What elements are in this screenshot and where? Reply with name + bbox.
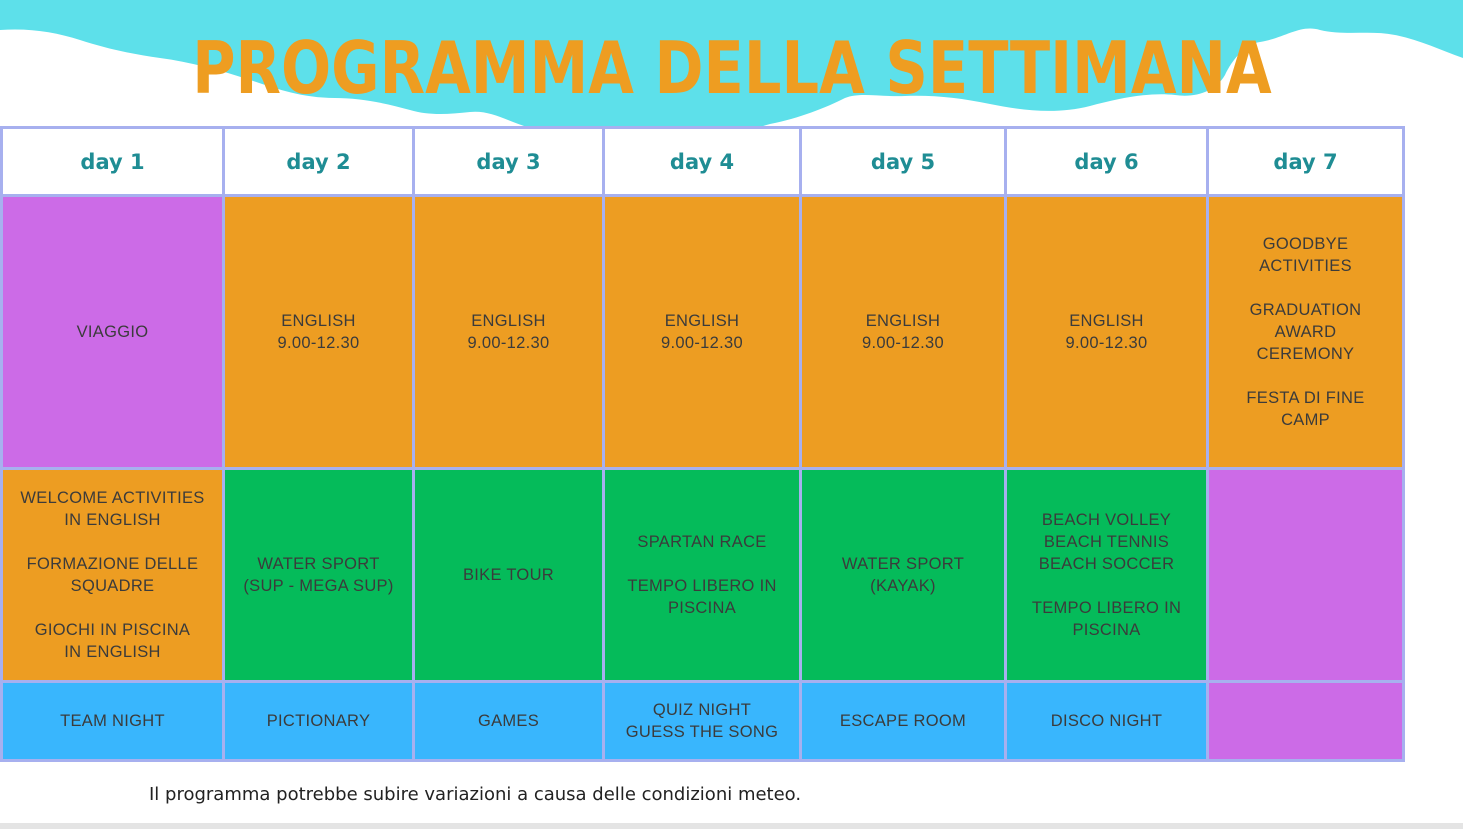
day-header-7: day 7 [1208, 128, 1404, 196]
cell-text: GAMES [477, 712, 540, 730]
cell-text: ENGLISH 9.00-12.30 [661, 312, 743, 352]
schedule-cell [414, 196, 604, 469]
schedule-cell [1208, 469, 1404, 682]
cell-text: WELCOME ACTIVITIES IN ENGLISH FORMAZIONE DELLE SQUADRE GIOCHI IN PISCINA IN ENGLISH [20, 489, 205, 661]
day-header-4: day 4 [604, 128, 801, 196]
schedule-cell [801, 682, 1006, 761]
schedule-header-row [2, 128, 1404, 196]
cell-text: DISCO NIGHT [1050, 712, 1163, 730]
cell-text: QUIZ NIGHT GUESS THE SONG [625, 701, 779, 741]
afternoon-row [2, 469, 1404, 682]
cell-text: GOODBYE ACTIVITIES GRADUATION AWARD CEREMONY FESTA DI FINE CAMP [1246, 235, 1365, 429]
morning-row [2, 196, 1404, 469]
cell-text: ESCAPE ROOM [839, 712, 967, 730]
schedule-cell [414, 682, 604, 761]
schedule-cell [801, 469, 1006, 682]
schedule-cell [604, 682, 801, 761]
schedule-cell [2, 196, 224, 469]
schedule-cell [1208, 196, 1404, 469]
schedule-cell [224, 196, 414, 469]
schedule-cell [1006, 682, 1208, 761]
schedule-cell [1006, 196, 1208, 469]
day-header-3: day 3 [414, 128, 604, 196]
day-header-5: day 5 [801, 128, 1006, 196]
schedule-cell [801, 196, 1006, 469]
schedule-cell [604, 469, 801, 682]
cell-text: ENGLISH 9.00-12.30 [277, 312, 360, 352]
day-header-2: day 2 [224, 128, 414, 196]
page-title: PROGRAMMA DELLA SETTIMANA [192, 26, 1272, 110]
schedule-cell [224, 469, 414, 682]
day-header-6: day 6 [1006, 128, 1208, 196]
schedule-cell [2, 469, 224, 682]
cell-text: BIKE TOUR [462, 566, 555, 584]
cell-text: ENGLISH 9.00-12.30 [862, 312, 944, 352]
schedule-cell [604, 196, 801, 469]
weekly-schedule-table [0, 126, 1405, 762]
cell-text: PICTIONARY [266, 712, 371, 730]
cell-text: WATER SPORT (KAYAK) [841, 555, 965, 595]
schedule-cell [1006, 469, 1208, 682]
cell-text: WATER SPORT (SUP - MEGA SUP) [243, 555, 394, 595]
cell-text: ENGLISH 9.00-12.30 [1065, 312, 1148, 352]
day-header-1: day 1 [2, 128, 224, 196]
schedule-cell [1208, 682, 1404, 761]
cell-text: TEAM NIGHT [60, 712, 165, 730]
schedule-cell [2, 682, 224, 761]
schedule-cell [224, 682, 414, 761]
cell-text: SPARTAN RACE TEMPO LIBERO IN PISCINA [627, 533, 777, 617]
bottom-divider [0, 823, 1463, 829]
night-row [2, 682, 1404, 761]
schedule-cell [414, 469, 604, 682]
cell-text: BEACH VOLLEY BEACH TENNIS BEACH SOCCER TEMPO LIBERO IN PISCINA [1031, 511, 1182, 639]
weather-disclaimer: Il programma potrebbe subire variazioni a causa delle condizioni meteo. [149, 784, 802, 805]
cell-text: VIAGGIO [76, 323, 149, 341]
cell-text: ENGLISH 9.00-12.30 [467, 312, 550, 352]
